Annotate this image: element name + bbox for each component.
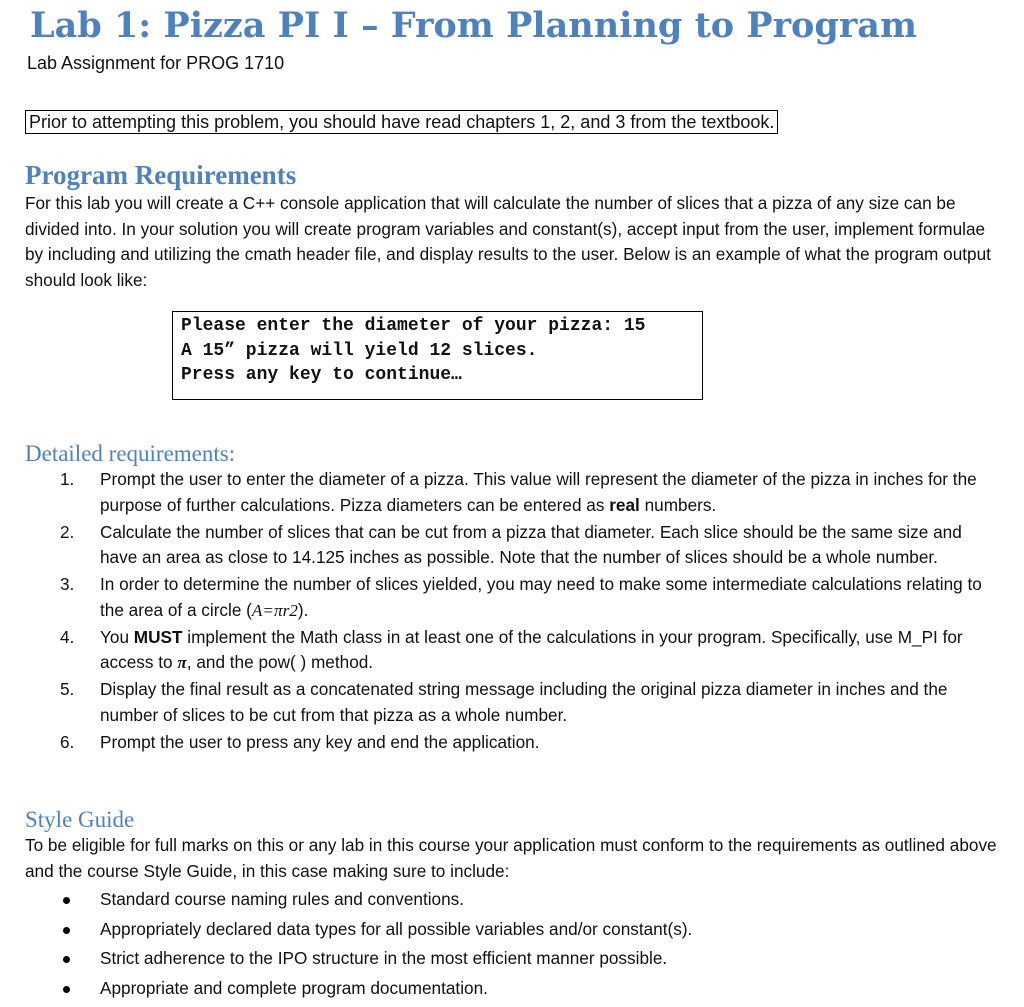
list-item-text: implement the Math class in at least one of the calculations in your program. Specifically, use M_PI for access to <box>100 626 963 672</box>
prerequisite-note: Prior to attempting this problem, you should have read chapters 1, 2, and 3 from the textbook. <box>25 110 778 134</box>
list-item <box>0 467 990 518</box>
list-item-text: Prompt the user to enter the diameter of a pizza. This value will represent the diameter of the pizza in inches for the purpose of further calculations. Pizza diameters can be entered as <box>100 469 977 515</box>
list-item-text: Appropriately declared data types for all possible variables and/or constant(s). <box>100 918 693 939</box>
bullet-icon <box>63 956 70 963</box>
list-item <box>0 625 990 676</box>
console-line: Press any key to continue… <box>181 365 462 385</box>
list-item-number: 2. <box>60 521 75 542</box>
list-item-emphasis: real <box>609 494 640 515</box>
console-line: Please enter the diameter of your pizza: 15 <box>181 316 646 336</box>
style-guide-heading: Style Guide <box>25 807 135 832</box>
detailed-requirements-list <box>0 467 1024 757</box>
area-formula: A=πr2 <box>251 600 298 620</box>
list-item-text: Calculate the number of slices that can be cut from a pizza that diameter. Each slice should be the same size and have an area as close to 14.125 inches as possible. Note that the number of slices should be a whole number. <box>100 521 962 567</box>
document-title: Lab 1: Pizza PI I – From Planning to Program <box>30 5 917 46</box>
list-item-emphasis: MUST <box>133 626 183 647</box>
list-item <box>0 730 990 756</box>
list-item <box>0 974 1024 1004</box>
list-item-text: Display the final result as a concatenated string message including the original pizza diameter in inches and the number of slices to be cut from that pizza as a whole number. <box>100 679 948 725</box>
style-guide-list <box>0 885 1024 1003</box>
bullet-icon <box>63 927 70 934</box>
pi-symbol: π <box>177 653 187 672</box>
list-item-number: 3. <box>60 574 75 594</box>
list-item-text: Strict adherence to the IPO structure in the most efficient manner possible. <box>100 948 668 968</box>
list-item <box>0 572 990 623</box>
list-item <box>0 885 1024 915</box>
bullet-icon <box>63 897 70 904</box>
program-requirements-body: For this lab you will create a C++ console application that will calculate the number of slices that a pizza of any size can be divided into. In your solution you will create program variables and constant(s), accept input from the user, implement formulae by including and utilizing the cmath header file, and display results to the user. Below is an example of what the program output should look like: <box>25 193 991 290</box>
style-guide-body: To be eligible for full marks on this or any lab in this course your application must conform to the requirements as outlined above and the course Style Guide, in this case making sure to include: <box>25 835 997 881</box>
list-item-text: numbers. <box>639 494 717 515</box>
bullet-icon <box>63 986 70 993</box>
program-requirements-heading: Program Requirements <box>25 160 297 190</box>
list-item-number: 4. <box>60 626 75 647</box>
list-item-text: , and the pow( ) method. <box>186 652 374 672</box>
list-item-text: Prompt the user to press any key and end the application. <box>100 731 540 752</box>
list-item-text: You <box>100 626 134 647</box>
list-item-text: Standard course naming rules and conventions. <box>100 889 465 909</box>
console-line: A 15” pizza will yield 12 slices. <box>181 340 538 361</box>
console-output-sample <box>172 311 703 400</box>
list-item <box>0 520 990 571</box>
list-item-number: 5. <box>60 679 75 699</box>
list-item <box>0 677 990 728</box>
detailed-requirements-heading: Detailed requirements: <box>25 441 236 466</box>
list-item-number: 1. <box>60 469 75 489</box>
list-item-text: ). <box>297 599 309 620</box>
list-item <box>0 944 1024 974</box>
list-item-text: In order to determine the number of slices yielded, you may need to make some intermediate calculations relating to the area of a circle ( <box>100 574 982 620</box>
document-subtitle: Lab Assignment for PROG 1710 <box>27 53 285 73</box>
list-item <box>0 915 1024 945</box>
list-item-number: 6. <box>60 731 75 752</box>
list-item-text: Appropriate and complete program documentation. <box>100 977 488 998</box>
